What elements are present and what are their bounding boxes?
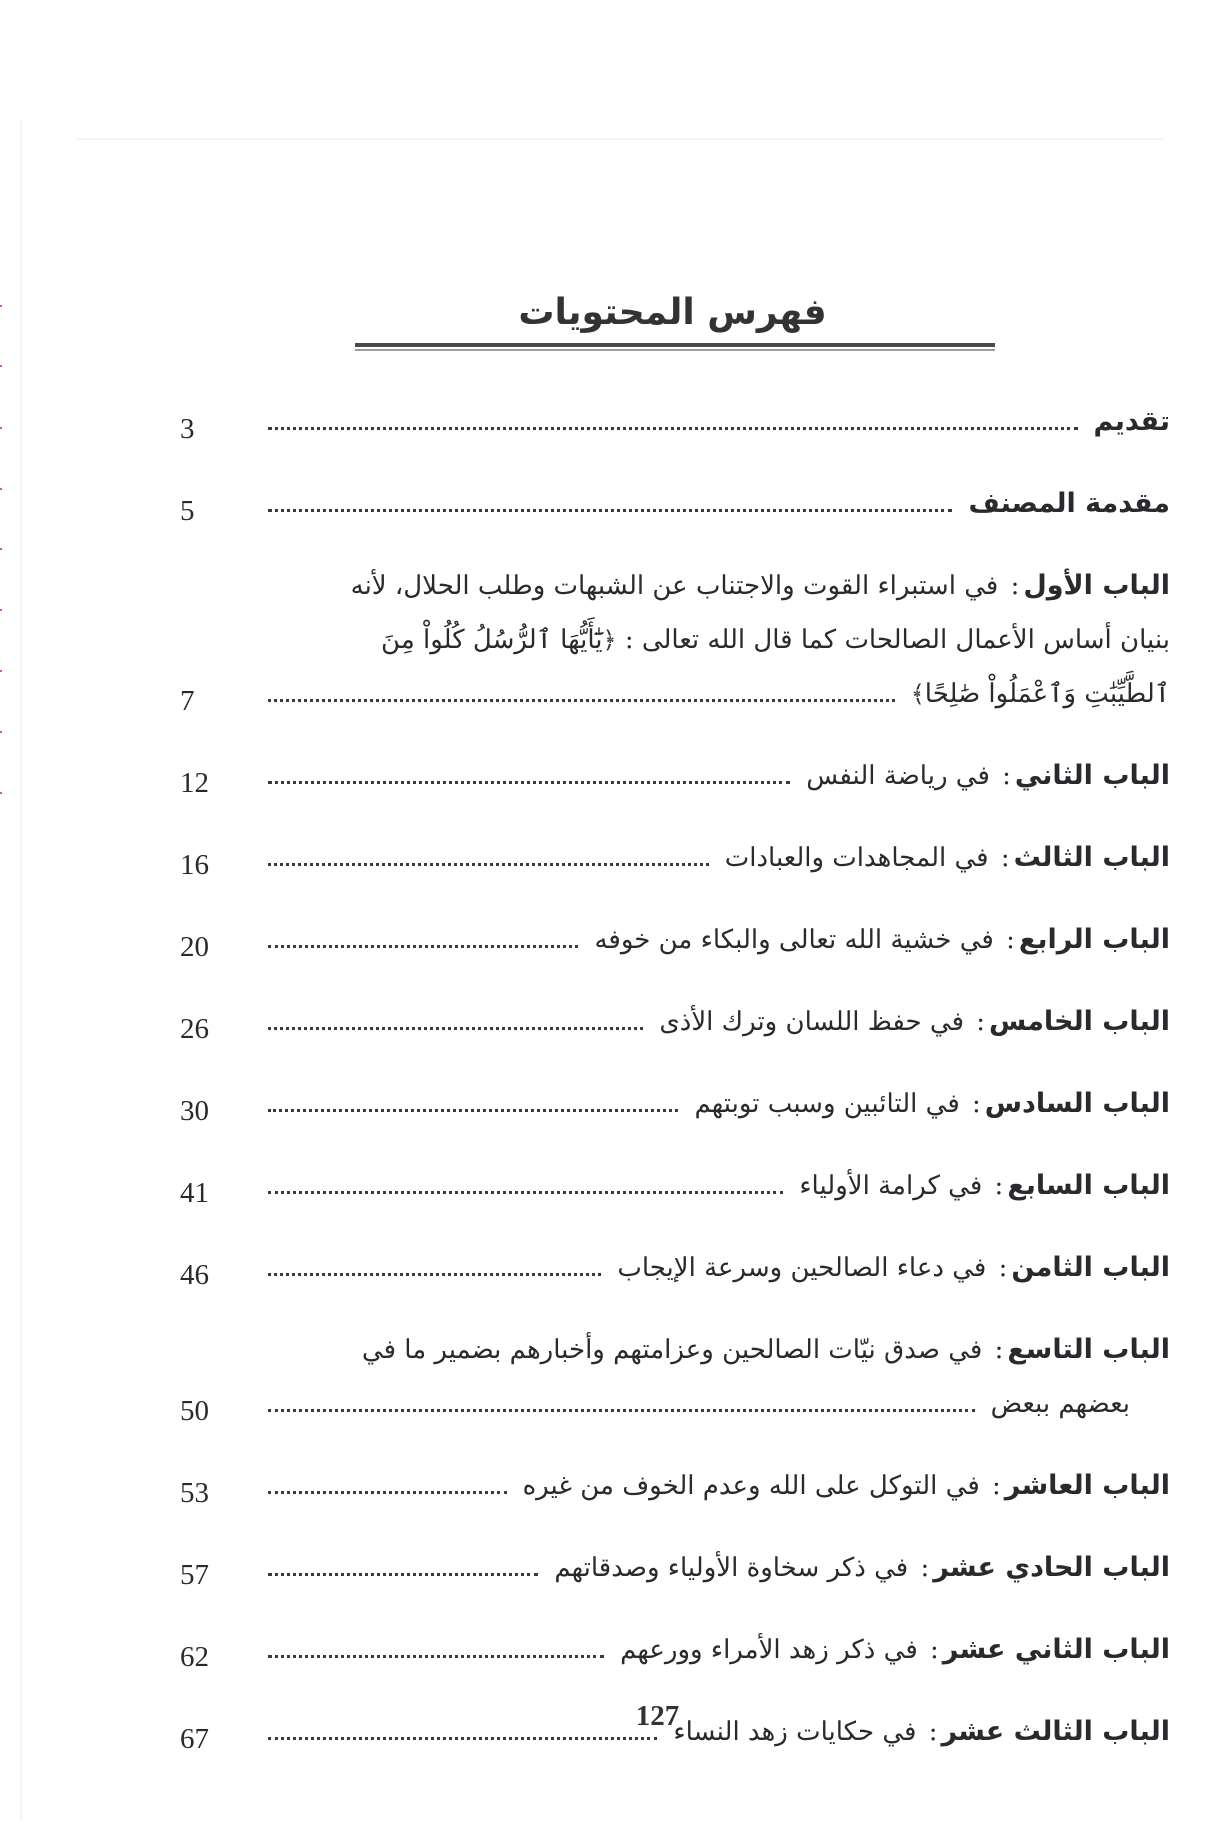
chapter-description: في كرامة الأولياء [799, 1171, 983, 1201]
toc-title: تقديم [1093, 406, 1170, 437]
dot-leader [268, 1273, 601, 1276]
chapter-description: في دعاء الصالحين وسرعة الإيجاب [617, 1253, 987, 1283]
bleed-through-line [75, 138, 1165, 140]
toc-line [252, 613, 1170, 667]
toc-page-number: 41 [180, 1177, 209, 1209]
toc-entry-body [252, 995, 1170, 1049]
toc-entry-chapter-7[interactable] [180, 1159, 1170, 1213]
page-number-footer: 127 [635, 1700, 680, 1732]
colon-separator: : [976, 1007, 986, 1037]
chapter-description: في التوكل على الله وعدم الخوف من غيره [522, 1471, 980, 1501]
toc-entry-chapter-10[interactable] [180, 1459, 1170, 1513]
chapter-description: في ذكر زهد الأمراء وورعهم [620, 1635, 918, 1665]
colon-separator: : [972, 1089, 981, 1119]
toc-line [252, 995, 1170, 1049]
scan-edge-mark [0, 548, 2, 550]
toc-entry-body [252, 1323, 1170, 1431]
toc-page-number: 16 [180, 849, 209, 881]
toc-title: مقدمة المصنف [968, 488, 1170, 519]
verse-open-bracket: ﴿ [602, 626, 617, 654]
toc-entry-body [252, 1541, 1170, 1595]
toc-entry-chapter-2[interactable] [180, 749, 1170, 803]
toc-page-number: 53 [180, 1477, 209, 1509]
quran-verse: ٱلطَّيِّبَٰتِ وَٱعْمَلُواْ صَٰلِحًا [924, 679, 1170, 709]
chapter-label: الباب الرابع [1018, 924, 1170, 955]
scan-edge-mark [0, 488, 2, 490]
dot-leader [268, 781, 790, 784]
dot-leader [268, 1109, 678, 1112]
toc-line [252, 913, 1170, 967]
toc-entry-body [252, 749, 1170, 803]
toc-entry-body [252, 1623, 1170, 1677]
toc-entry-introduction[interactable] [180, 395, 1170, 449]
toc-entry-chapter-3[interactable] [180, 831, 1170, 885]
toc-entry-author-preface[interactable] [180, 477, 1170, 531]
chapter-description: في صدق نيّات الصالحين وعزامتهم وأخبارهم بضمير ما في [361, 1335, 983, 1365]
toc-page-number: 62 [180, 1641, 209, 1673]
chapter-description: في المجاهدات والعبادات [724, 843, 989, 873]
chapter-label: الباب الحادي عشر [933, 1552, 1170, 1583]
colon-separator: : [1006, 925, 1015, 955]
chapter-label: الباب السابع [1007, 1170, 1170, 1201]
toc-page-number: 5 [180, 495, 195, 527]
title-double-rule [355, 343, 995, 351]
chapter-description: في حكايات زهد النساء [673, 1717, 917, 1747]
quran-verse: يَٰٓأَيُّهَا ٱلرُّسُلُ كُلُواْ مِنَ [381, 625, 603, 655]
dot-leader [268, 1655, 604, 1658]
chapter-description: في التائبين وسبب توبتهم [694, 1089, 960, 1119]
toc-line [252, 749, 1170, 803]
toc-entry-chapter-4[interactable] [180, 913, 1170, 967]
dot-leader [268, 1191, 783, 1194]
toc-entry-body [252, 395, 1170, 449]
scan-edge-mark [0, 427, 2, 429]
toc-line [252, 1377, 1170, 1431]
chapter-description: في حفظ اللسان وترك الأذى [659, 1007, 964, 1037]
rule-thick-line [355, 343, 995, 347]
toc-page-number: 20 [180, 931, 209, 963]
toc-line [252, 831, 1170, 885]
toc-line [252, 1323, 1170, 1377]
verse-close-bracket: ﴾ [910, 680, 925, 708]
dot-leader [268, 1491, 507, 1494]
chapter-label: الباب الأول [1023, 570, 1170, 601]
chapter-label: الباب الثاني عشر [942, 1634, 1170, 1665]
toc-page-number: 67 [180, 1723, 209, 1755]
toc-line [252, 1541, 1170, 1595]
toc-entry-chapter-5[interactable] [180, 995, 1170, 1049]
toc-entry-body [252, 559, 1170, 721]
toc-page-number: 30 [180, 1095, 209, 1127]
toc-line [252, 1241, 1170, 1295]
dot-leader [268, 1409, 975, 1412]
chapter-description: في ذكر سخاوة الأولياء وصدقاتهم [554, 1553, 909, 1583]
toc-page-number: 7 [180, 685, 195, 717]
toc-line [252, 1459, 1170, 1513]
chapter-description: بنيان أساس الأعمال الصالحات كما قال الله تعالى : [624, 625, 1170, 655]
colon-separator: : [1010, 571, 1020, 601]
toc-entry-body [252, 1077, 1170, 1131]
dot-leader [268, 1737, 657, 1740]
toc-page-number: 3 [180, 413, 195, 445]
chapter-label: الباب الثالث [1013, 842, 1170, 873]
colon-separator: : [994, 1335, 1004, 1365]
table-of-contents [180, 395, 1170, 1787]
chapter-label: الباب التاسع [1007, 1334, 1170, 1365]
toc-line [252, 1077, 1170, 1131]
toc-entry-chapter-1[interactable] [180, 559, 1170, 721]
dot-leader [268, 1027, 643, 1030]
toc-entry-chapter-8[interactable] [180, 1241, 1170, 1295]
toc-entry-body [252, 1459, 1170, 1513]
colon-separator: : [998, 1253, 1008, 1283]
dot-leader [268, 427, 1078, 430]
toc-page-number: 12 [180, 767, 209, 799]
colon-separator: : [1002, 761, 1011, 791]
chapter-description-continuation: بعضهم ببعض [990, 1389, 1130, 1419]
toc-line [252, 477, 1170, 531]
colon-separator: : [930, 1635, 939, 1665]
toc-page-number: 50 [180, 1395, 209, 1427]
colon-separator: : [928, 1717, 938, 1747]
toc-line [252, 1623, 1170, 1677]
chapter-label: الباب الخامس [989, 1006, 1170, 1037]
chapter-description: في استبراء القوت والاجتناب عن الشبهات وطلب الحلال، لأنه [350, 571, 999, 601]
toc-entry-body [252, 913, 1170, 967]
scan-edge-mark [0, 609, 2, 611]
chapter-label: الباب الثالث عشر [941, 1716, 1170, 1747]
toc-entry-chapter-6[interactable] [180, 1077, 1170, 1131]
toc-page-number: 57 [180, 1559, 209, 1591]
colon-separator: : [1000, 843, 1010, 873]
chapter-label: الباب الثاني [1014, 760, 1170, 791]
toc-entry-body [252, 477, 1170, 531]
dot-leader [268, 863, 709, 866]
dot-leader [268, 509, 952, 512]
chapter-label: الباب السادس [984, 1088, 1170, 1119]
toc-entry-chapter-9[interactable] [180, 1323, 1170, 1431]
colon-separator: : [992, 1471, 1001, 1501]
chapter-label: الباب العاشر [1004, 1470, 1170, 1501]
chapter-label: الباب الثامن [1011, 1252, 1170, 1283]
scan-edge-mark [0, 731, 2, 733]
toc-entry-body [252, 1241, 1170, 1295]
rule-thin-line [355, 349, 995, 351]
toc-entry-chapter-11[interactable] [180, 1541, 1170, 1595]
toc-line [252, 559, 1170, 613]
chapter-description: في رياضة النفس [806, 761, 990, 791]
page-title: فهرس المحتويات [518, 292, 827, 334]
toc-entry-body [252, 831, 1170, 885]
dot-leader [268, 699, 895, 702]
dot-leader [268, 945, 578, 948]
toc-line [252, 667, 1170, 721]
scan-edge-mark [0, 365, 2, 367]
colon-separator: : [994, 1171, 1004, 1201]
toc-entry-chapter-12[interactable] [180, 1623, 1170, 1677]
dot-leader [268, 1573, 538, 1576]
scan-edge-mark [0, 792, 2, 794]
scan-edge-mark [0, 670, 2, 672]
toc-entry-body [252, 1159, 1170, 1213]
toc-page-number: 26 [180, 1013, 209, 1045]
toc-page-number: 46 [180, 1259, 209, 1291]
colon-separator: : [920, 1553, 930, 1583]
chapter-description: في خشية الله تعالى والبكاء من خوفه [594, 925, 994, 955]
toc-line [252, 395, 1170, 449]
bleed-through-line [20, 120, 22, 1820]
toc-line [252, 1159, 1170, 1213]
